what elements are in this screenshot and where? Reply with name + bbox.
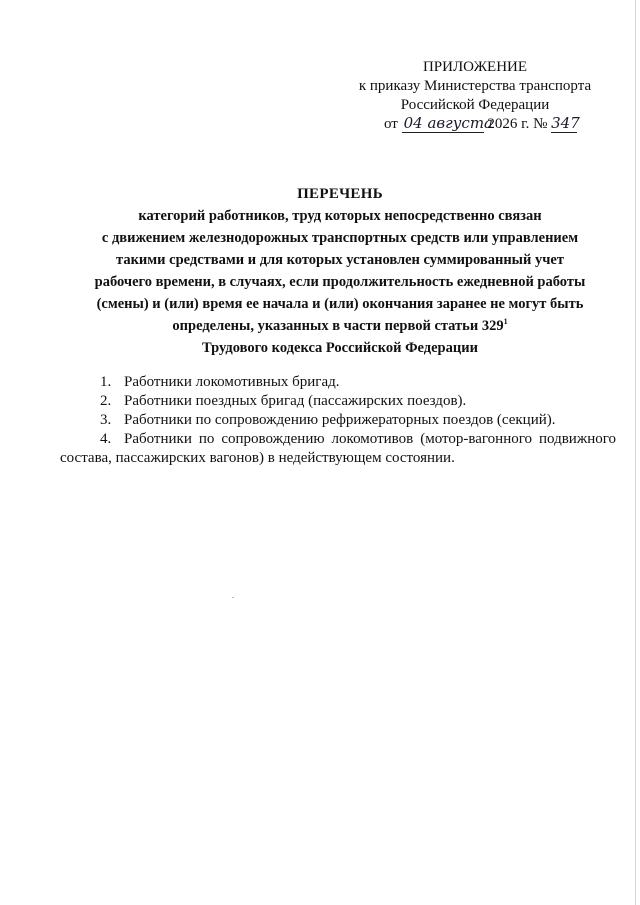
list-item bbox=[60, 430, 616, 468]
year-and-number-label: 2026 г. № bbox=[487, 116, 548, 132]
appendix-order-line: к приказу Министерства транспорта bbox=[358, 78, 592, 94]
title-heading: ПЕРЕЧЕНЬ bbox=[297, 186, 383, 202]
title-line: категорий работников, труд которых непосредственно связан bbox=[138, 208, 542, 224]
list-item-number: 4. bbox=[100, 431, 112, 447]
handwritten-number: 347 bbox=[551, 114, 580, 132]
appendix-header bbox=[350, 58, 600, 134]
title-line-with-footnote bbox=[60, 315, 620, 337]
scan-speck bbox=[232, 597, 234, 598]
list-item-text-continued: состава, пассажирских вагонов) в недействующем состоянии. bbox=[60, 450, 455, 466]
scan-edge-line bbox=[635, 0, 636, 905]
title-line: рабочего времени, в случаях, если продолжительность ежедневной работы bbox=[94, 274, 586, 290]
order-date-number-line bbox=[350, 115, 600, 134]
list-item-number: 3. bbox=[100, 412, 112, 428]
date-prefix: от bbox=[384, 116, 398, 132]
appendix-ministry-line: Российской Федерации bbox=[400, 97, 550, 113]
handwritten-date: 04 августа bbox=[403, 114, 493, 132]
title-line: с движением железнодорожных транспортных средств или управлением bbox=[101, 230, 579, 246]
date-blank bbox=[402, 114, 493, 133]
document-title bbox=[60, 183, 620, 359]
list-item-text: Работники поездных бригад (пассажирских поездов). bbox=[124, 393, 467, 409]
list-item-text: Работники локомотивных бригад. bbox=[124, 374, 340, 390]
list-item-text: Работники по сопровождению рефрижераторных поездов (секций). bbox=[124, 412, 556, 428]
title-line: Трудового кодекса Российской Федерации bbox=[202, 340, 478, 356]
title-line: (смены) и (или) время ее начала и (или) окончания заранее не могут быть bbox=[96, 296, 584, 312]
worker-category-list bbox=[60, 373, 616, 468]
list-item-first-line bbox=[100, 430, 616, 449]
list-item bbox=[60, 411, 616, 430]
number-blank bbox=[551, 114, 580, 133]
title-line: определены, указанных в части первой статьи 329 bbox=[172, 318, 504, 334]
title-line: такими средствами и для которых установлен суммированный учет bbox=[116, 252, 564, 268]
list-item-number: 1. bbox=[100, 374, 112, 390]
list-item-number: 2. bbox=[100, 393, 112, 409]
list-item-text: Работники по сопровождению локомотивов (мотор-вагонного подвижного bbox=[124, 431, 616, 447]
footnote-marker: 1 bbox=[503, 317, 508, 327]
list-item bbox=[60, 392, 616, 411]
list-item bbox=[60, 373, 616, 392]
appendix-title: ПРИЛОЖЕНИЕ bbox=[422, 59, 528, 75]
